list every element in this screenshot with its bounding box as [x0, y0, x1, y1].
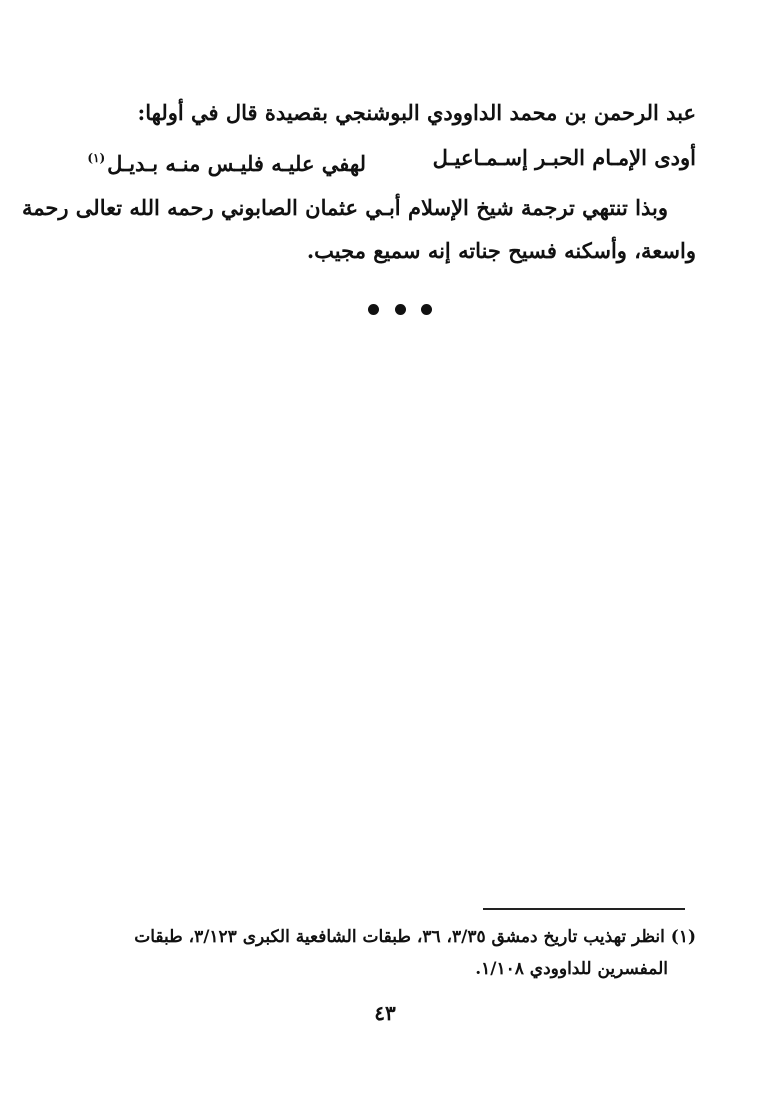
second-hemistich	[87, 143, 366, 179]
intro-line: عبد الرحمن بن محمد الداوودي البوشنجي بقصيدة قال في أولها:	[137, 100, 696, 125]
ornament-dot	[395, 304, 406, 315]
closing-paragraph-line-2: واسعة، وأسكنه فسيح جناته إنه سميع مجيب.	[306, 238, 696, 263]
ornament-dot	[368, 304, 379, 315]
closing-paragraph-line-1: وبذا تنتهي ترجمة شيخ الإسلام أبـي عثمان الصابوني رحمه الله تعالى رحمة	[21, 195, 668, 220]
first-hemistich: أودى الإمـام الحبـر إسـمـاعيـل	[432, 145, 696, 170]
second-hemistich-text: لهفي عليـه فليـس منـه بـديـل	[107, 151, 366, 176]
footnote-marker[interactable]: (١)	[87, 151, 106, 165]
footnote-separator	[483, 908, 685, 910]
section-end-ornament	[368, 300, 432, 318]
footnote-line-1: (١) انظر تهذيب تاريخ دمشق ٣/٣٥، ٣٦، طبقات الشافعية الكبرى ٣/١٢٣، طبقات	[134, 927, 696, 947]
footnote-line-2: المفسرين للداوودي ١/١٠٨.	[475, 959, 668, 979]
ornament-dot	[421, 304, 432, 315]
page-number: ٤٣	[374, 1001, 396, 1025]
